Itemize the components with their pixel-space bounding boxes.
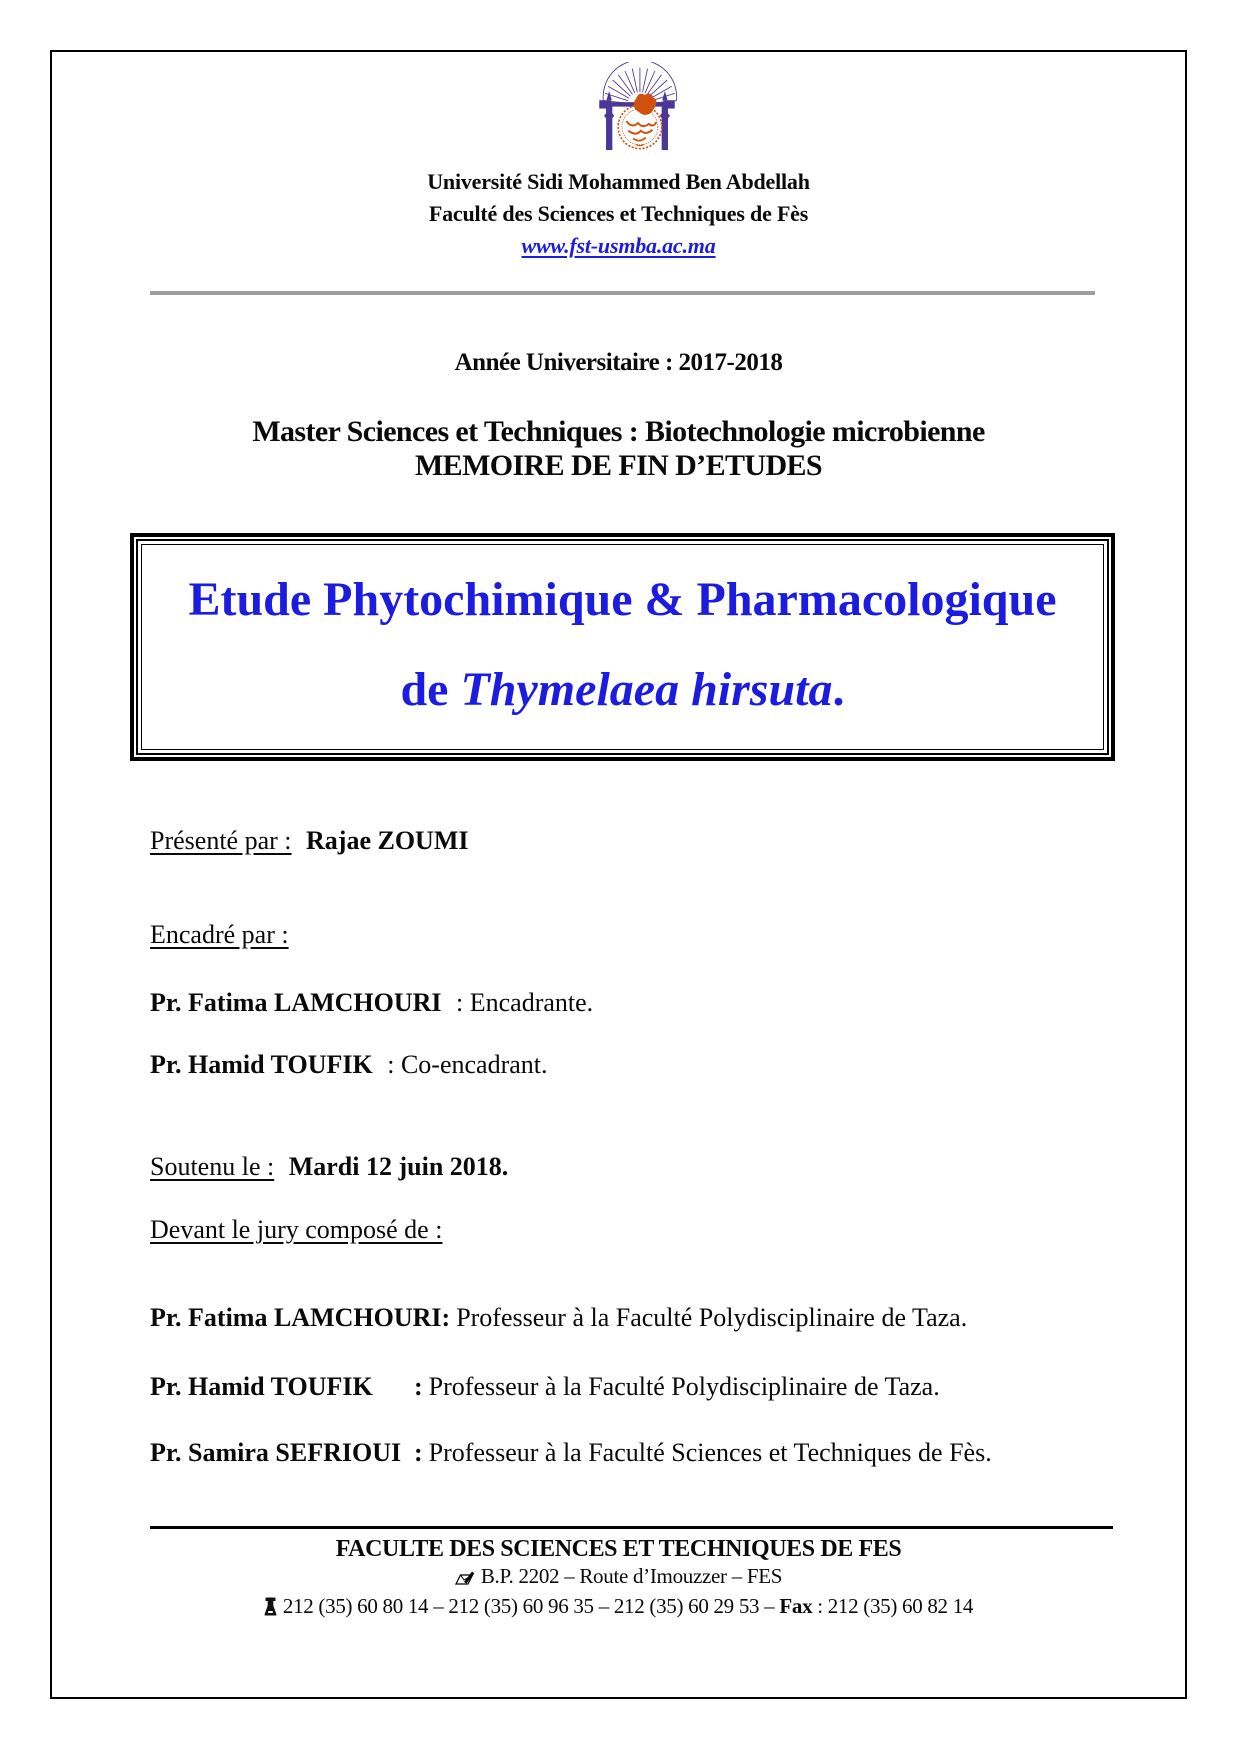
jury-colon: : xyxy=(414,1438,423,1467)
thesis-title xyxy=(150,555,1095,735)
jury-label: Devant le jury composé de : xyxy=(150,1215,443,1244)
jury-member-name: Pr. Hamid TOUFIK xyxy=(150,1372,373,1401)
thesis-title-line1: Etude Phytochimique & Pharmacologique xyxy=(188,573,1057,626)
presented-by-line xyxy=(150,825,1185,856)
presented-by-label: Présenté par : xyxy=(150,826,292,855)
jury-member-name: Pr. Fatima LAMCHOURI xyxy=(150,1303,442,1332)
jury-member-description: Professeur à la Faculté Sciences et Techniques de Fès. xyxy=(428,1438,992,1467)
author-name: Rajae ZOUMI xyxy=(306,826,469,855)
jury-row xyxy=(150,1302,1185,1333)
supervisor-name: Pr. Hamid TOUFIK xyxy=(150,1050,373,1079)
document-type: MEMOIRE DE FIN D’ETUDES xyxy=(414,449,823,482)
footer-fax-label: Fax xyxy=(779,1594,813,1618)
jury-colon: : xyxy=(441,1303,451,1332)
supervisor-line xyxy=(150,987,1185,1018)
academic-year: Année Universitaire : 2017-2018 xyxy=(454,349,783,376)
jury-member-description: Professeur à la Faculté Polydisciplinaire de Taza. xyxy=(428,1372,940,1401)
jury-colon: : xyxy=(414,1372,423,1401)
jury-member-name: Pr. Samira SEFRIOUI xyxy=(150,1438,402,1467)
defense-date-label: Soutenu le : xyxy=(150,1152,275,1181)
university-logo xyxy=(589,62,685,152)
supervisor-name: Pr. Fatima LAMCHOURI xyxy=(150,988,442,1017)
write-icon xyxy=(455,1567,475,1592)
jury-member-description: Professeur à la Faculté Polydisciplinaire de Taza. xyxy=(456,1303,968,1332)
footer-phones: 212 (35) 60 80 14 – 212 (35) 60 96 35 – 212 (35) 60 29 53 – xyxy=(282,1594,780,1618)
jury-label-line xyxy=(150,1214,1185,1245)
page-border-frame xyxy=(50,50,1187,1699)
letterhead xyxy=(52,166,1185,262)
university-name: Université Sidi Mohammed Ben Abdellah xyxy=(427,169,810,194)
defense-date-line xyxy=(150,1151,1185,1182)
thesis-title-box xyxy=(130,533,1115,761)
supervised-by-label: Encadré par : xyxy=(150,920,289,949)
supervisor-line xyxy=(150,1049,1185,1080)
footer-phone-line xyxy=(52,1594,1185,1622)
master-program: Master Sciences et Techniques : Biotechnologie microbienne xyxy=(252,415,985,448)
header-divider xyxy=(150,291,1095,295)
supervised-by-label-line xyxy=(150,919,1185,950)
thesis-title-line2: de Thymelaea hirsuta. xyxy=(400,663,845,716)
phone-icon xyxy=(264,1597,277,1622)
footer-fax-number: : 212 (35) 60 82 14 xyxy=(812,1594,974,1618)
species-name: Thymelaea hirsuta xyxy=(460,663,833,716)
footer-divider xyxy=(150,1526,1113,1529)
jury-row xyxy=(150,1437,1185,1468)
footer-faculty: FACULTE DES SCIENCES ET TECHNIQUES DE FES xyxy=(335,1536,902,1562)
jury-row xyxy=(150,1371,1185,1402)
usmba-emblem-icon xyxy=(589,62,685,152)
supervisor-role: : Co-encadrant. xyxy=(387,1050,548,1079)
website-link[interactable]: www.fst-usmba.ac.ma xyxy=(521,233,716,258)
program-block xyxy=(52,415,1185,483)
footer-address: B.P. 2202 – Route d’Imouzzer – FES xyxy=(480,1564,783,1588)
faculty-name: Faculté des Sciences et Techniques de Fès xyxy=(428,201,809,226)
supervisor-role: : Encadrante. xyxy=(456,988,594,1017)
footer-address-line xyxy=(52,1564,1185,1592)
defense-date: Mardi 12 juin 2018. xyxy=(288,1152,509,1181)
